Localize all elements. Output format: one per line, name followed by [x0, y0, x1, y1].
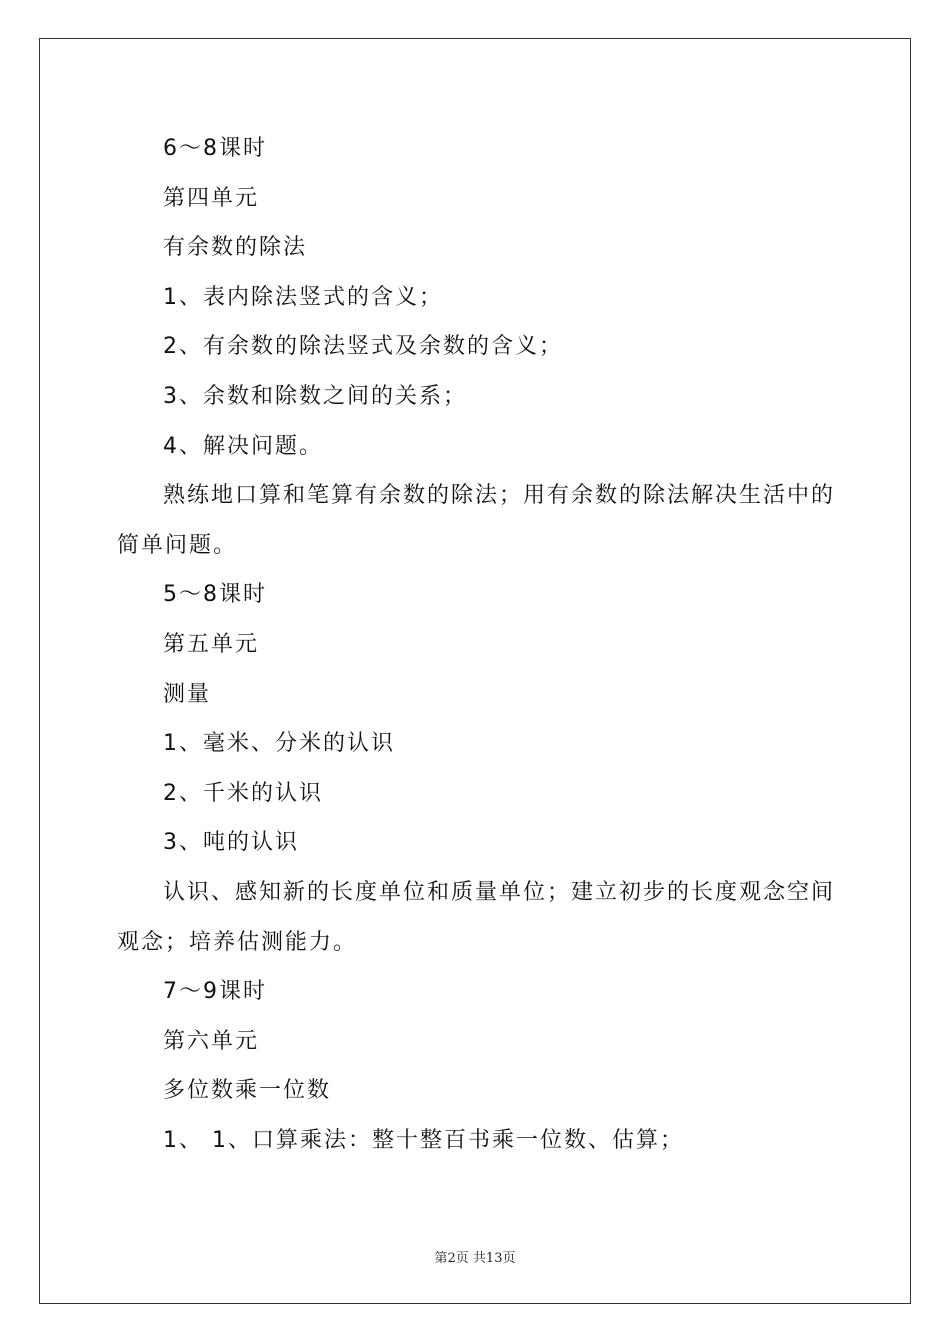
paragraph: 1、表内除法竖式的含义；: [163, 284, 443, 310]
page-number-footer: 第2页 共13页: [434, 1251, 516, 1266]
paragraph: 7～9课时: [163, 979, 267, 1005]
paragraph: 第五单元: [163, 631, 260, 657]
document-body: [117, 124, 837, 1165]
paragraph: 1、毫米、分米的认识: [163, 731, 395, 757]
paragraph: 5～8课时: [163, 582, 267, 608]
paragraph: 3、余数和除数之间的关系；: [163, 383, 467, 409]
paragraph: 熟练地口算和笔算有余数的除法；用有余数的除法解决生活中的简单问题。: [117, 483, 836, 558]
paragraph: 第六单元: [163, 1028, 260, 1054]
paragraph: 有余数的除法: [163, 235, 308, 261]
paragraph: 2、千米的认识: [163, 780, 323, 806]
paragraph: 3、吨的认识: [163, 830, 299, 856]
paragraph: 1、 1、口算乘法：整十整百书乘一位数、估算；: [163, 1127, 684, 1153]
paragraph: 第四单元: [163, 185, 260, 211]
paragraph: 测量: [163, 681, 212, 707]
paragraph: 认识、感知新的长度单位和质量单位；建立初步的长度观念空间观念；培养估测能力。: [117, 879, 836, 955]
paragraph: 6～8课时: [163, 136, 267, 161]
paragraph: 多位数乘一位数: [163, 1078, 332, 1104]
paragraph: 2、有余数的除法竖式及余数的含义；: [163, 334, 563, 360]
paragraph: 4、解决问题。: [163, 433, 323, 459]
